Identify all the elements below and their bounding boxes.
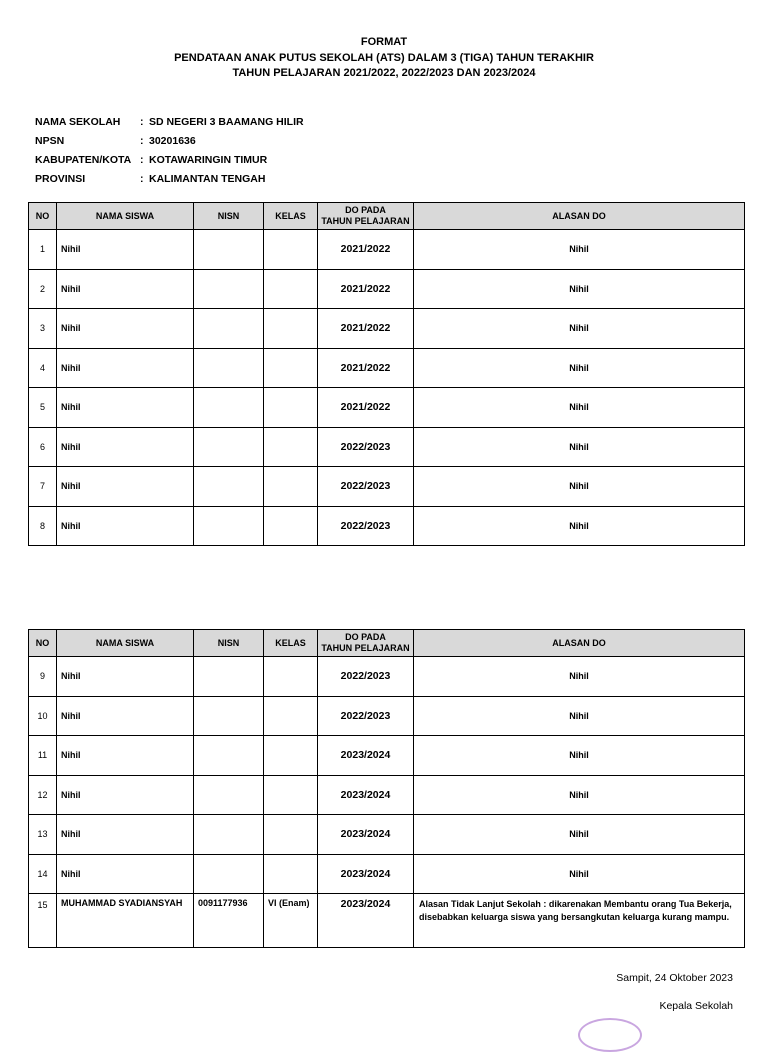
cell-nama-siswa: Nihil [57,657,194,697]
info-row-kabupaten [35,154,267,166]
header-text: ALASAN DO [552,210,606,221]
cell-alasan-do: Nihil [414,348,745,388]
cell-nama-siswa: Nihil [57,230,194,270]
table-row [29,427,745,467]
cell-no: 14 [29,854,57,894]
col-header-alasan-do [414,203,745,230]
header-text: KELAS [275,637,306,648]
header-text: ALASAN DO [552,637,606,648]
cell-kelas [264,775,318,815]
dropout-table-1 [28,202,745,546]
cell-kelas [264,230,318,270]
header-line-3: TAHUN PELAJARAN 2021/2022, 2022/2023 DAN 2023/2024 [232,67,536,79]
cell-kelas [264,427,318,467]
header-text: DO PADA [345,205,386,215]
cell-no: 12 [29,775,57,815]
place-date: Sampit, 24 Oktober 2023 [616,972,733,984]
cell-alasan-do: Nihil [414,467,745,507]
cell-tahun-pelajaran: 2021/2022 [318,230,414,270]
cell-alasan-do: Nihil [414,696,745,736]
info-value: SD NEGERI 3 BAAMANG HILIR [149,116,304,128]
cell-alasan-do: Nihil [414,388,745,428]
table-row [29,775,745,815]
info-row-npsn [35,135,196,147]
header-text: NISN [217,210,240,221]
col-header-no [29,203,57,230]
info-label: PROVINSI [35,173,86,185]
cell-nisn [194,657,264,697]
header-text: NAMA SISWA [95,637,155,648]
cell-tahun-pelajaran: 2023/2024 [318,775,414,815]
header-text: NO [35,637,50,648]
cell-nama-siswa: Nihil [57,269,194,309]
cell-no: 8 [29,506,57,546]
cell-nisn [194,269,264,309]
cell-kelas [264,506,318,546]
cell-nama-siswa: Nihil [57,506,194,546]
cell-no: 6 [29,427,57,467]
table-row [29,348,745,388]
info-label: NAMA SEKOLAH [35,116,121,128]
table-header-row [29,203,745,230]
cell-no: 15 [29,894,57,948]
dropout-table-2 [28,629,745,948]
cell-kelas [264,467,318,507]
cell-nisn [194,309,264,349]
table-row [29,230,745,270]
cell-nama-siswa: Nihil [57,427,194,467]
cell-kelas [264,348,318,388]
cell-nisn [194,736,264,776]
col-header-nama-siswa [57,630,194,657]
cell-nisn [194,815,264,855]
cell-kelas: VI (Enam) [264,894,318,948]
header-text: NO [35,210,50,221]
col-header-no [29,630,57,657]
cell-tahun-pelajaran: 2022/2023 [318,467,414,507]
cell-kelas [264,736,318,776]
cell-alasan-do: Nihil [414,427,745,467]
cell-no: 11 [29,736,57,776]
cell-no: 5 [29,388,57,428]
cell-tahun-pelajaran: 2022/2023 [318,506,414,546]
official-stamp [578,1018,642,1052]
header-text: NAMA SISWA [95,210,155,221]
cell-alasan-do: Alasan Tidak Lanjut Sekolah : dikarenakan Membantu orang Tua Bekerja, disebabkan keluarga siswa yang bersangkutan keluarga kurang mampu. [414,894,745,948]
cell-tahun-pelajaran: 2022/2023 [318,696,414,736]
principal-title: Kepala Sekolah [659,1000,733,1012]
cell-tahun-pelajaran: 2021/2022 [318,309,414,349]
cell-tahun-pelajaran: 2022/2023 [318,657,414,697]
table-row [29,894,745,948]
cell-alasan-do: Nihil [414,269,745,309]
table-row [29,309,745,349]
table-row [29,506,745,546]
header-line-2: PENDATAAN ANAK PUTUS SEKOLAH (ATS) DALAM 3 (TIGA) TAHUN TERAKHIR [174,52,594,64]
info-colon: : [140,154,144,166]
cell-tahun-pelajaran: 2023/2024 [318,854,414,894]
cell-nama-siswa: Nihil [57,854,194,894]
table-row [29,854,745,894]
cell-tahun-pelajaran: 2021/2022 [318,388,414,428]
col-header-nisn [194,203,264,230]
cell-nama-siswa: Nihil [57,309,194,349]
cell-no: 10 [29,696,57,736]
cell-alasan-do: Nihil [414,506,745,546]
cell-nisn [194,230,264,270]
cell-no: 2 [29,269,57,309]
table-row [29,657,745,697]
cell-nisn [194,696,264,736]
cell-tahun-pelajaran: 2023/2024 [318,815,414,855]
col-header-kelas [264,630,318,657]
col-header-do-pada [318,203,414,230]
info-value: KOTAWARINGIN TIMUR [149,154,268,166]
cell-no: 13 [29,815,57,855]
cell-nisn [194,775,264,815]
header-text: TAHUN PELAJARAN [321,643,410,653]
cell-nama-siswa: Nihil [57,467,194,507]
info-colon: : [140,135,144,147]
cell-nisn [194,427,264,467]
cell-tahun-pelajaran: 2021/2022 [318,348,414,388]
cell-no: 4 [29,348,57,388]
cell-nama-siswa: Nihil [57,348,194,388]
table-row [29,815,745,855]
cell-nama-siswa: MUHAMMAD SYADIANSYAH [57,894,194,948]
cell-tahun-pelajaran: 2021/2022 [318,269,414,309]
table-row [29,388,745,428]
cell-no: 3 [29,309,57,349]
cell-kelas [264,815,318,855]
info-row-school [35,116,304,128]
info-value: KALIMANTAN TENGAH [149,173,266,185]
col-header-nama-siswa [57,203,194,230]
table-row [29,269,745,309]
cell-alasan-do: Nihil [414,854,745,894]
header-text: TAHUN PELAJARAN [321,216,410,226]
table-row [29,467,745,507]
info-colon: : [140,116,144,128]
cell-alasan-do: Nihil [414,736,745,776]
header-text: DO PADA [345,632,386,642]
cell-nama-siswa: Nihil [57,775,194,815]
cell-alasan-do: Nihil [414,775,745,815]
col-header-alasan-do [414,630,745,657]
cell-kelas [264,854,318,894]
cell-tahun-pelajaran: 2022/2023 [318,427,414,467]
cell-alasan-do: Nihil [414,657,745,697]
header-line-1: FORMAT [360,36,408,48]
col-header-nisn [194,630,264,657]
cell-no: 9 [29,657,57,697]
col-header-do-pada [318,630,414,657]
cell-nisn [194,388,264,428]
table-row [29,696,745,736]
cell-tahun-pelajaran: 2023/2024 [318,894,414,948]
cell-tahun-pelajaran: 2023/2024 [318,736,414,776]
col-header-kelas [264,203,318,230]
cell-no: 7 [29,467,57,507]
table-header-row [29,630,745,657]
cell-nama-siswa: Nihil [57,736,194,776]
cell-alasan-do: Nihil [414,815,745,855]
cell-kelas [264,388,318,428]
info-row-provinsi [35,173,265,185]
cell-nama-siswa: Nihil [57,696,194,736]
header-text: KELAS [275,210,306,221]
cell-nisn [194,467,264,507]
cell-alasan-do: Nihil [414,230,745,270]
cell-nama-siswa: Nihil [57,815,194,855]
header-text: NISN [217,637,240,648]
cell-kelas [264,309,318,349]
cell-kelas [264,696,318,736]
cell-nama-siswa: Nihil [57,388,194,428]
table-row [29,736,745,776]
cell-nisn: 0091177936 [194,894,264,948]
cell-nisn [194,854,264,894]
cell-nisn [194,348,264,388]
info-label: KABUPATEN/KOTA [35,154,132,166]
cell-no: 1 [29,230,57,270]
cell-kelas [264,657,318,697]
info-colon: : [140,173,144,185]
info-value: 30201636 [149,135,196,147]
cell-alasan-do: Nihil [414,309,745,349]
cell-kelas [264,269,318,309]
info-label: NPSN [35,135,65,147]
cell-nisn [194,506,264,546]
